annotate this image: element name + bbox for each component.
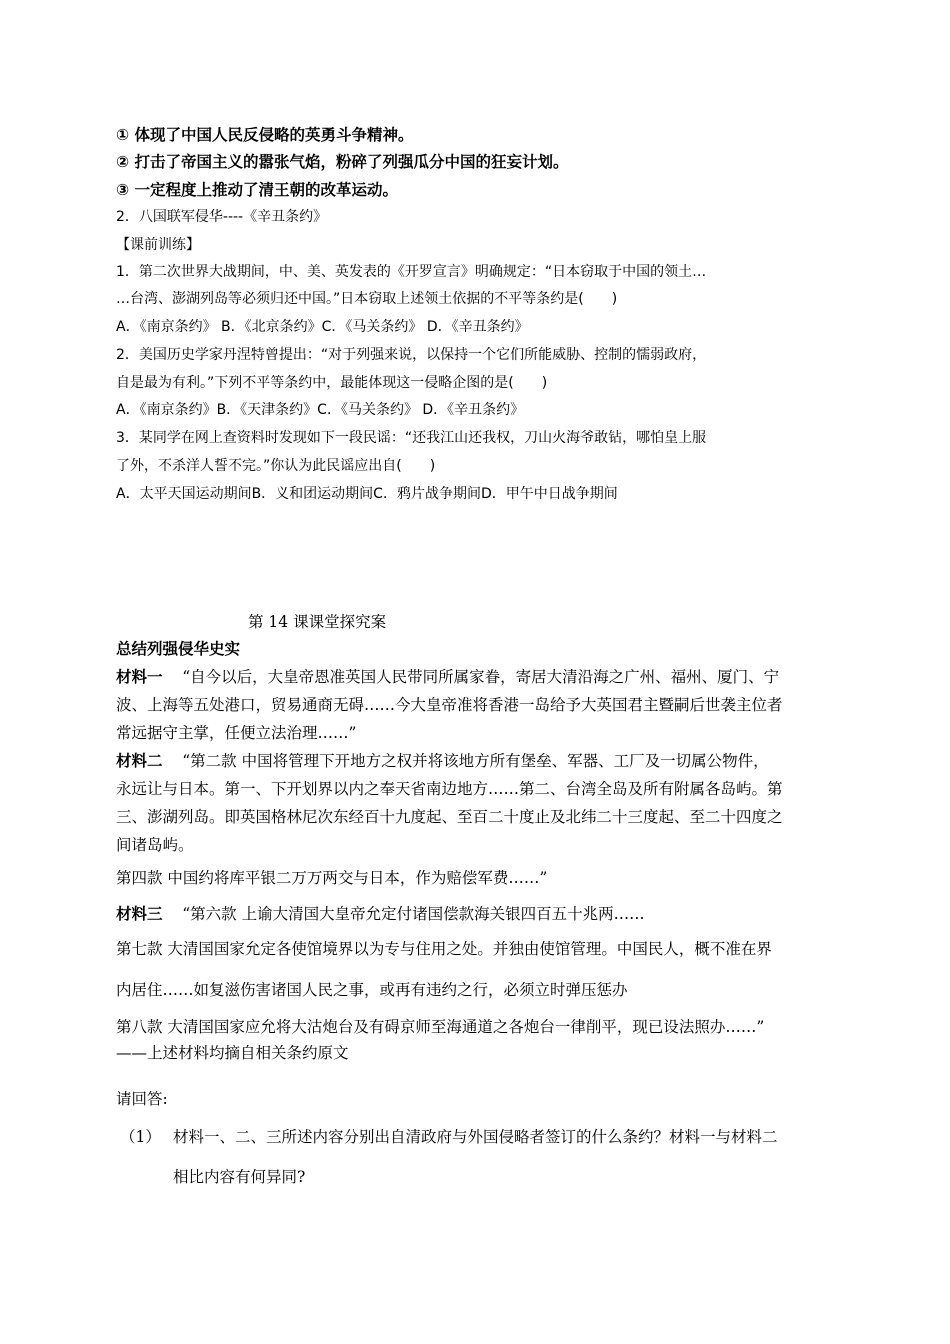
- material-2-line-1: 材料二 “第二款 中国将管理下开地方之权并将该地方所有堡垒、军器、工厂及一切属公物件，: [116, 752, 769, 770]
- question-number: （1）: [120, 1128, 161, 1146]
- question-3-options: A．太平天国运动期间B．义和团运动期间C．鸦片战争期间D．甲午中日战争期间: [116, 486, 618, 502]
- material-3-label: 材料三: [116, 905, 163, 923]
- item-2-heading: 2．八国联军侵华----《辛丑条约》: [116, 209, 328, 225]
- material-2-line-4: 间诸岛屿。: [116, 836, 194, 854]
- point-2: ② 打击了帝国主义的嚣张气焰，粉碎了列强瓜分中国的狂妄计划。: [116, 153, 569, 171]
- explore-subtitle: 总结列强侵华史实: [116, 640, 241, 658]
- material-3-line-1: 材料三 “第六款 上谕大清国大皇帝允定付诸国偿款海关银四百五十兆两……: [116, 905, 645, 923]
- material-1-line-2: 波、上海等五处港口，贸易通商无碍……今大皇帝准将香港一岛给予大英国君主暨嗣后世袭主位者: [116, 696, 783, 714]
- material-1-label: 材料一: [116, 668, 163, 686]
- explore-title: 第 14 课课堂探究案: [248, 613, 387, 631]
- source-note: ——上述材料均摘自相关条约原文: [116, 1044, 349, 1062]
- question-line-2: 相比内容有何异同?: [173, 1168, 306, 1186]
- material-3-line-4: 第八款 大清国国家应允将大沽炮台及有碍京师至海通道之各炮台一律削平，现已设法照办……”: [116, 1018, 765, 1036]
- point-3: ③ 一定程度上推动了清王朝的改革运动。: [116, 181, 399, 199]
- material-2-label: 材料二: [116, 752, 163, 770]
- material-1-line-1: 材料一 “自今以后，大皇帝恩准英国人民带同所属家眷，寄居大清沿海之广州、福州、厦门、宁: [116, 668, 780, 686]
- question-2-line-2: 自是最为有利。”下列不平等条约中，最能体现这一侵略企图的是( ): [116, 375, 548, 391]
- material-3-line-2: 第七款 大清国国家允定各使馆境界以为专与住用之处。并独由使馆管理。中国民人，概不准在界: [116, 940, 772, 958]
- material-2-line-3: 三、澎湖列岛。即英国格林尼次东经百十九度起、至百二十度止及北纬二十三度起、至二十四度之: [116, 808, 783, 826]
- question-line-1: 材料一、二、三所述内容分别出自清政府与外国侵略者签订的什么条约？材料一与材料二: [173, 1128, 778, 1146]
- answer-prompt: 请回答:: [116, 1090, 168, 1108]
- pre-class-heading: 【课前训练】: [116, 237, 200, 253]
- question-2-options: A．《南京条约》B．《天津条约》C．《马关条约》 D．《辛丑条约》: [116, 402, 525, 418]
- material-1-line-3: 常远据守主掌，任便立法治理……”: [116, 724, 357, 742]
- question-3-line-2: 了外，不杀洋人誓不完。”你认为此民谣应出自( ): [116, 458, 436, 474]
- point-1: ① 体现了中国人民反侵略的英勇斗争精神。: [116, 126, 414, 144]
- material-2-line-5: 第四款 中国约将库平银二万万两交与日本，作为赔偿军费……”: [116, 869, 548, 887]
- question-1-options: A．《南京条约》 B．《北京条约》C．《马关条约》 D．《辛丑条约》: [116, 319, 529, 335]
- question-3-line-1: 3．某同学在网上查资料时发现如下一段民谣：“还我江山还我权，刀山火海爷敢钻，哪怕皇上服: [116, 430, 707, 446]
- question-2-line-1: 2．美国历史学家丹涅特曾提出：“对于列强来说，以保持一个它们所能威胁、控制的懦弱政府，: [116, 347, 707, 363]
- material-2-line-2: 永远让与日本。第一、下开划界以内之奉天省南边地方……第二、台湾全岛及所有附属各岛屿。第: [116, 780, 783, 798]
- material-3-line-3: 内居住……如复滋伤害诸国人民之事，或再有违约之行，必须立时弹压惩办: [116, 981, 628, 999]
- question-1-line-2: …台湾、澎湖列岛等必须归还中国。”日本窃取上述领土依据的不平等条约是( ): [116, 291, 618, 307]
- question-1-line-1: 1．第二次世界大战期间，中、美、英发表的《开罗宣言》明确规定：“日本窃取于中国的领土…: [116, 264, 707, 280]
